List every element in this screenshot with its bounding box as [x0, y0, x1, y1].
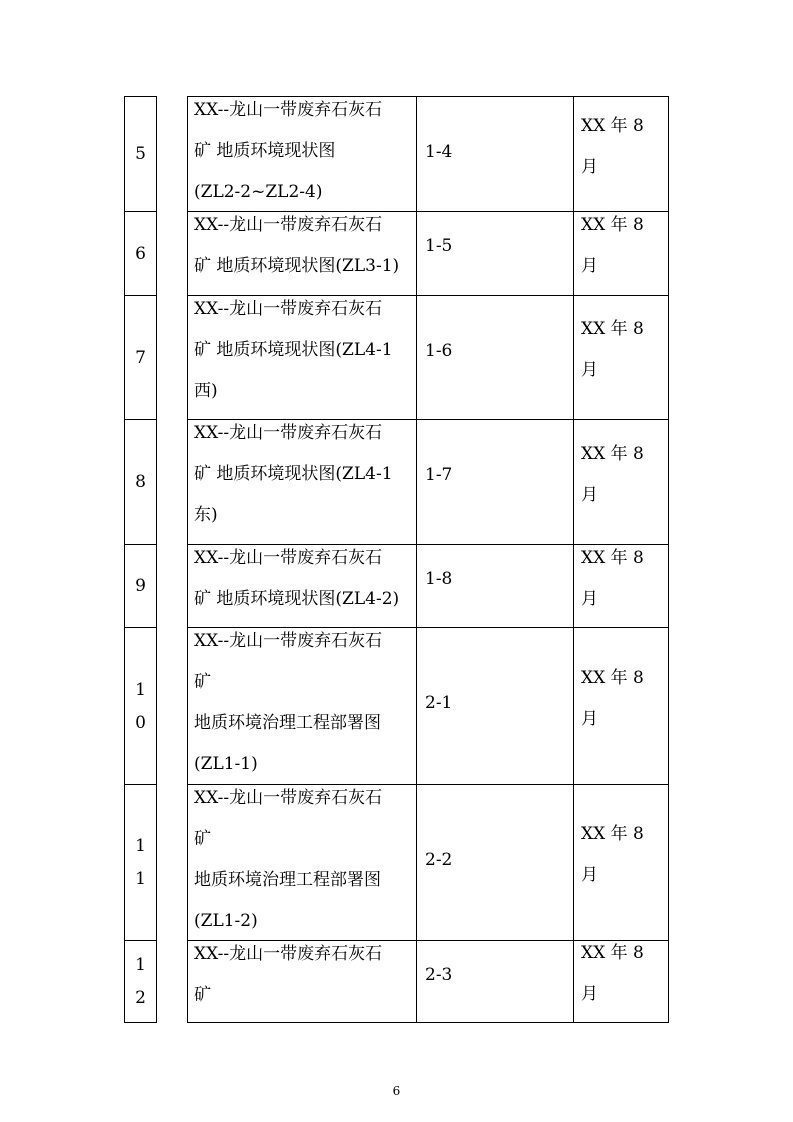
drawing-date-line: 月 — [581, 156, 598, 177]
drawing-title — [194, 621, 416, 785]
drawing-date-line: XX 年 8 — [581, 547, 644, 568]
drawing-date — [581, 309, 644, 391]
drawing-date-line: XX 年 8 — [581, 667, 644, 688]
drawing-date-line: XX 年 8 — [581, 115, 644, 136]
row-number — [124, 138, 157, 171]
drawing-title — [194, 289, 416, 412]
drawing-title — [194, 90, 416, 213]
drawing-title-line: 矿 — [194, 829, 211, 849]
drawing-title-line: 矿 地质环境现状图(ZL4-2) — [194, 589, 400, 609]
drawing-date-line: 月 — [581, 865, 598, 885]
row-number — [124, 949, 157, 1015]
drawing-title-line: 地质环境治理工程部署图 — [194, 713, 381, 733]
drawing-title — [194, 205, 416, 287]
row-rule-number — [124, 784, 156, 785]
drawing-code: 1-8 — [425, 569, 453, 589]
row-number — [124, 830, 157, 896]
drawing-code: 1-6 — [425, 340, 453, 361]
drawing-title — [194, 538, 416, 620]
row-number-digit: 1 — [135, 869, 146, 889]
drawing-title-line: 矿 — [194, 672, 211, 692]
page-number: 6 — [392, 1084, 401, 1098]
row-number — [124, 342, 157, 375]
row-number-digit: 1 — [135, 679, 146, 700]
drawing-title-line: 东) — [194, 505, 218, 525]
row-rule-number — [124, 1022, 156, 1023]
row-rule-number — [124, 96, 156, 97]
drawing-date-line: 月 — [581, 360, 598, 380]
row-number-digit: 7 — [135, 347, 146, 368]
drawing-date-line: 月 — [581, 708, 598, 729]
row-rule-number — [124, 295, 156, 296]
table-border-title-left — [187, 96, 188, 1023]
drawing-date — [581, 933, 644, 1015]
drawing-date-line: XX 年 8 — [581, 443, 644, 464]
row-rule-number — [124, 211, 156, 212]
row-number — [124, 570, 157, 603]
drawing-title-line: 地质环境治理工程部署图 — [194, 870, 381, 890]
drawing-title-line: 矿 — [194, 985, 211, 1005]
drawing-title-line: 矿 地质环境现状图(ZL3-1) — [194, 256, 400, 276]
drawing-date-line: XX 年 8 — [581, 215, 644, 235]
row-number — [124, 466, 157, 499]
drawing-title-line: XX--龙山一带废弃石灰石 — [194, 788, 383, 808]
row-number-digit: 8 — [135, 472, 146, 492]
drawing-date — [581, 538, 644, 620]
drawing-date-line: 月 — [581, 484, 598, 505]
row-rule-number — [124, 627, 156, 628]
drawing-code: 2-3 — [425, 965, 453, 985]
drawing-date — [581, 205, 644, 287]
drawing-date — [581, 106, 644, 188]
row-rule-number — [124, 544, 156, 545]
drawing-title — [194, 934, 416, 1016]
table-border-date-left — [573, 96, 574, 1023]
drawing-date-line: XX 年 8 — [581, 824, 644, 844]
drawing-title-line: 矿 地质环境现状图 — [194, 141, 336, 161]
row-number — [124, 238, 157, 271]
drawing-date — [581, 658, 644, 740]
row-rule-number — [124, 419, 156, 420]
drawing-code: 2-2 — [425, 850, 453, 870]
row-number-digit: 0 — [135, 712, 146, 733]
drawing-date-line: 月 — [581, 588, 598, 609]
row-number-digit: 1 — [135, 955, 146, 975]
row-number-digit: 2 — [135, 988, 146, 1008]
drawing-title-line: XX--龙山一带废弃石灰石 — [194, 423, 383, 443]
drawing-title-line: 西) — [194, 381, 218, 401]
table-border-right — [668, 96, 669, 1023]
row-rule — [187, 1022, 669, 1023]
drawing-title-line: (ZL1-1) — [194, 754, 258, 774]
drawing-code: 2-1 — [425, 693, 453, 713]
drawing-date — [581, 814, 644, 896]
drawing-title-line: XX--龙山一带废弃石灰石 — [194, 944, 383, 964]
drawing-code: 1-5 — [425, 236, 453, 256]
drawing-date-line: XX 年 8 — [581, 319, 644, 339]
drawing-title-line: (ZL1-2) — [194, 911, 258, 931]
drawing-title-line: 矿 地质环境现状图(ZL4-1 — [194, 340, 393, 360]
drawing-title-line: XX--龙山一带废弃石灰石 — [194, 215, 383, 235]
drawing-title — [194, 778, 416, 942]
row-rule-number — [124, 940, 156, 941]
drawing-code: 1-7 — [425, 464, 453, 485]
drawing-title — [194, 413, 416, 536]
drawing-date-line: 月 — [581, 984, 598, 1004]
row-number — [124, 674, 157, 740]
table-border-code-left — [416, 96, 417, 1023]
drawing-title-line: XX--龙山一带废弃石灰石 — [194, 100, 383, 120]
drawing-title-line: (ZL2-2~ZL2-4) — [194, 182, 323, 202]
drawing-date — [581, 434, 644, 516]
drawing-date-line: 月 — [581, 256, 598, 276]
drawing-date-line: XX 年 8 — [581, 943, 644, 963]
drawing-code: 1-4 — [425, 141, 453, 162]
row-number-digit: 1 — [135, 836, 146, 856]
drawing-title-line: 矿 地质环境现状图(ZL4-1 — [194, 464, 393, 484]
row-number-digit: 9 — [135, 576, 146, 596]
drawing-title-line: XX--龙山一带废弃石灰石 — [194, 548, 383, 568]
drawing-title-line: XX--龙山一带废弃石灰石 — [194, 299, 383, 319]
row-number-digit: 6 — [135, 243, 146, 264]
drawing-title-line: XX--龙山一带废弃石灰石 — [194, 631, 383, 651]
row-number-digit: 5 — [135, 144, 146, 164]
